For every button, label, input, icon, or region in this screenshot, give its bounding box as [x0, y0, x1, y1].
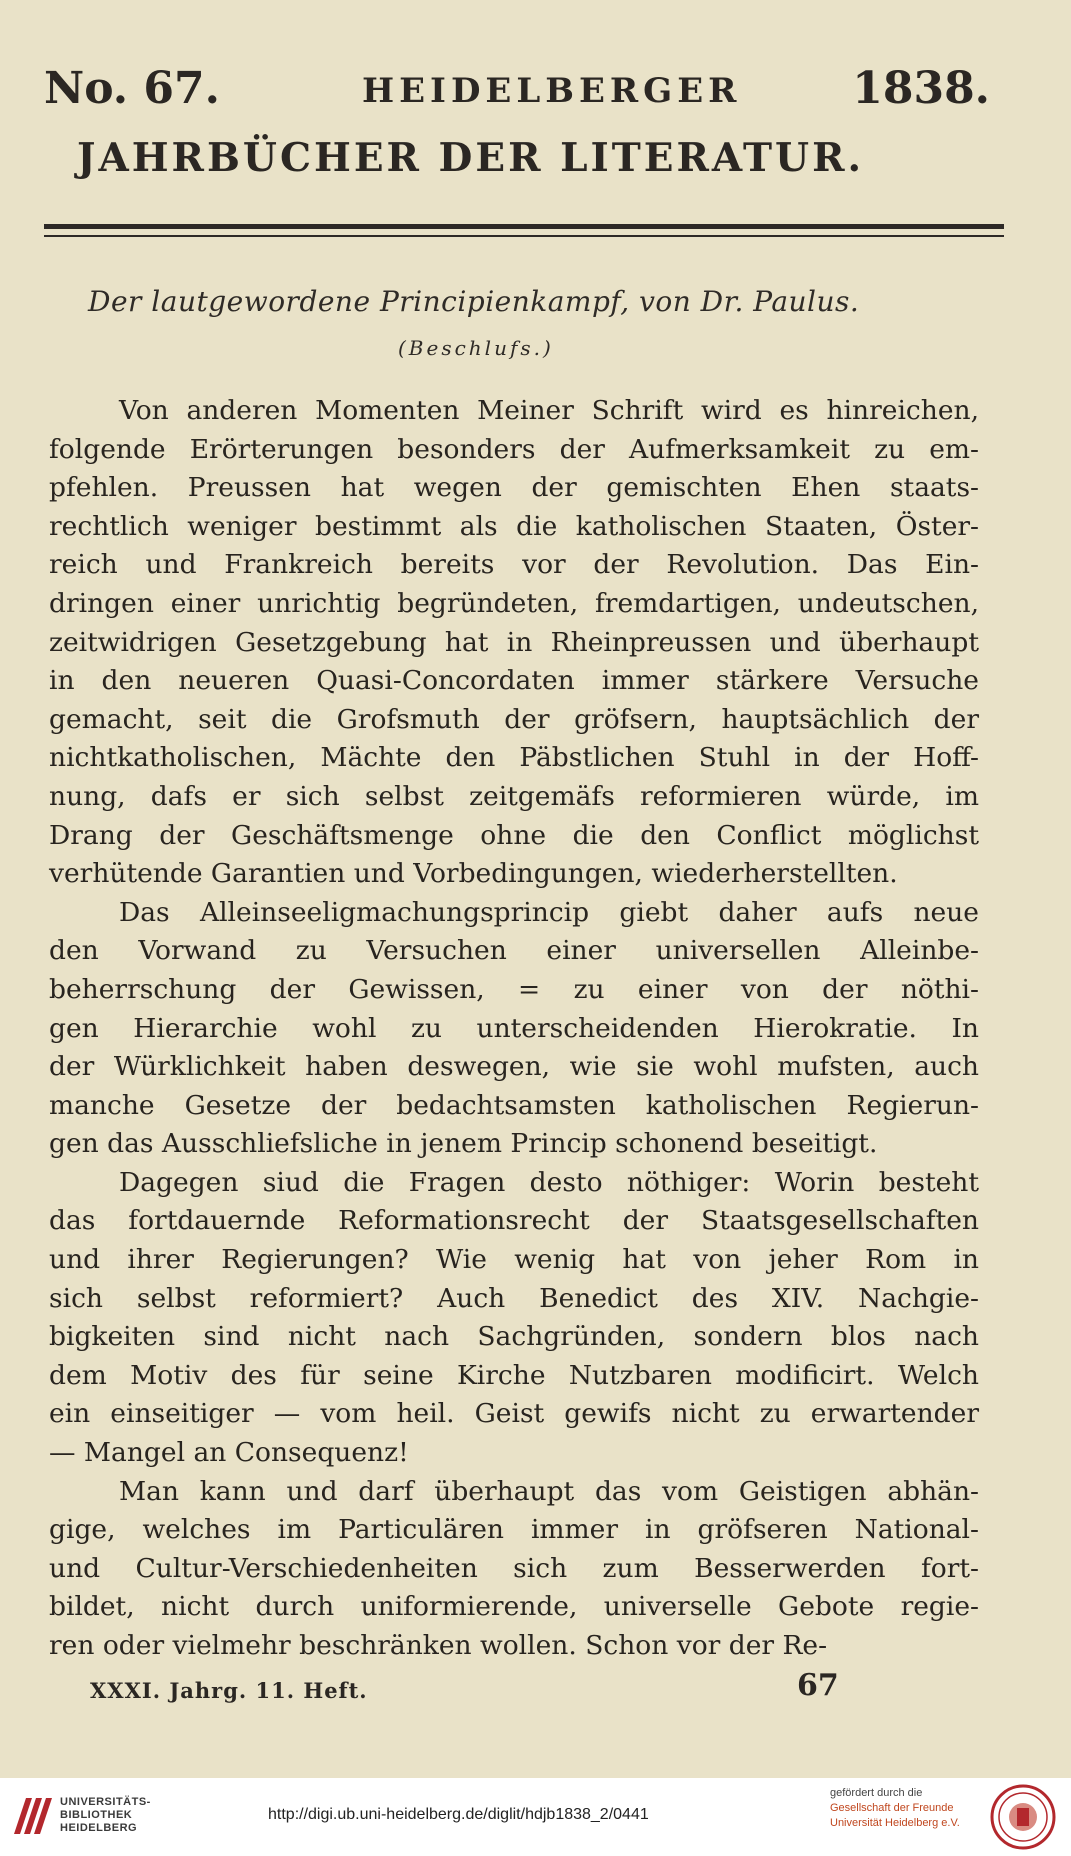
viewer-footer-bar	[0, 1778, 1071, 1856]
text-line: — Mangel an Consequenz!	[49, 1437, 409, 1469]
issue-number: No. 67.	[44, 63, 220, 114]
text-line: Drang der Geschäftsmenge ohne die den Conflict möglichst	[49, 819, 979, 851]
text-line: bigkeiten sind nicht nach Sachgründen, sondern blos nach	[49, 1321, 979, 1353]
text-line: Dagegen siud die Fragen desto nöthiger: Worin besteht	[119, 1166, 979, 1198]
sponsor-line: Gesellschaft der Freunde	[830, 1802, 954, 1814]
text-line: manche Gesetze der bedachtsamsten katholischen Regierun-	[49, 1089, 979, 1121]
sponsor-line: Universität Heidelberg e.V.	[830, 1817, 960, 1829]
page-number: 67	[797, 1668, 839, 1703]
university-library-logo-icon[interactable]	[10, 1794, 54, 1838]
text-line: dringen einer unrichtig begründeten, fremdartigen, undeutschen,	[49, 587, 979, 619]
library-name-line: BIBLIOTHEK	[60, 1809, 133, 1821]
article-title: Der lautgewordene Principienkampf, von Dr. Paulus.	[88, 285, 860, 318]
text-line: ren oder vielmehr beschränken wollen. Schon vor der Re-	[49, 1630, 828, 1661]
text-line: reich und Frankreich bereits vor der Revolution. Das Ein-	[49, 549, 979, 581]
article-subtitle: (Beschlufs.)	[398, 336, 554, 360]
text-line: und ihrer Regierungen? Wie wenig hat von jeher Rom in	[49, 1244, 979, 1276]
text-line: den Vorwand zu Versuchen einer universellen Alleinbe-	[49, 935, 979, 967]
text-line: folgende Erörterungen besonders der Aufmerksamkeit zu em-	[49, 433, 979, 465]
sponsor-text[interactable]	[830, 1786, 980, 1831]
text-line: pfehlen. Preussen hat wegen der gemischten Ehen staats-	[49, 472, 979, 504]
text-line: gemacht, seit die Grofsmuth der gröfsern, hauptsächlich der	[49, 703, 979, 735]
text-line: sich selbst reformiert? Auch Benedict des XIV. Nachgie-	[49, 1282, 979, 1314]
text-line: ein einseitiger — vom heil. Geist gewifs nicht zu erwartender	[49, 1398, 979, 1430]
header-rule-thin	[44, 235, 1004, 237]
text-line: nichtkatholischen, Mächte den Päbstlichen Stuhl in der Hoff-	[49, 742, 979, 774]
library-name-line: HEIDELBERG	[60, 1822, 138, 1834]
article-body	[49, 392, 979, 1666]
text-line: in den neueren Quasi-Concordaten immer stärkere Versuche	[49, 665, 979, 697]
text-line: das fortdauernde Reformationsrecht der Staatsgesellschaften	[49, 1205, 979, 1237]
issue-signature: XXXI. Jahrg. 11. Heft.	[90, 1678, 368, 1703]
text-line: der Würklichkeit haben deswegen, wie sie wohl mufsten, auch	[49, 1051, 979, 1083]
issue-year: 1838.	[852, 63, 990, 114]
sponsor-line: gefördert durch die	[830, 1787, 923, 1799]
text-line: gen Hierarchie wohl zu unterscheidenden Hierokratie. In	[49, 1012, 979, 1044]
journal-name: HEIDELBERGER	[362, 71, 742, 111]
text-line: gen das Ausschliefsliche in jenem Princip schonend beseitigt.	[49, 1128, 878, 1160]
text-line: gige, welches im Particulären immer in gröfseren National-	[49, 1514, 979, 1546]
text-line: dem Motiv des für seine Kirche Nutzbaren modificirt. Welch	[49, 1359, 979, 1391]
text-line: nung, dafs er sich selbst zeitgemäfs reformieren würde, im	[49, 780, 979, 812]
text-line: und Cultur-Verschiedenheiten sich zum Besserwerden fort-	[49, 1552, 979, 1584]
header-rule-thick	[44, 224, 1004, 229]
permalink-url[interactable]: http://digi.ub.uni-heidelberg.de/diglit/hdjb1838_2/0441	[268, 1806, 649, 1823]
journal-title: JAHRBÜCHER DER LITERATUR.	[77, 135, 865, 181]
text-line: verhütende Garantien und Vorbedingungen, wiederherstellten.	[49, 858, 898, 890]
text-line: Von anderen Momenten Meiner Schrift wird es hinreichen,	[119, 395, 979, 426]
text-line: zeitwidrigen Gesetzgebung hat in Rheinpreussen und überhaupt	[49, 626, 979, 658]
text-line: bildet, nicht durch uniformierende, universelle Gebote regie-	[49, 1591, 979, 1623]
university-seal-icon	[990, 1784, 1056, 1850]
text-line: Das Alleinseeligmachungsprincip giebt daher aufs neue	[119, 896, 979, 928]
library-name[interactable]	[60, 1796, 151, 1835]
library-name-line: UNIVERSITÄTS-	[60, 1796, 151, 1808]
text-line: Man kann und darf überhaupt das vom Geistigen abhän-	[119, 1475, 979, 1507]
text-line: beherrschung der Gewissen, = zu einer von der nöthi-	[49, 973, 979, 1005]
text-line: rechtlich weniger bestimmt als die katholischen Staaten, Öster-	[49, 510, 979, 542]
